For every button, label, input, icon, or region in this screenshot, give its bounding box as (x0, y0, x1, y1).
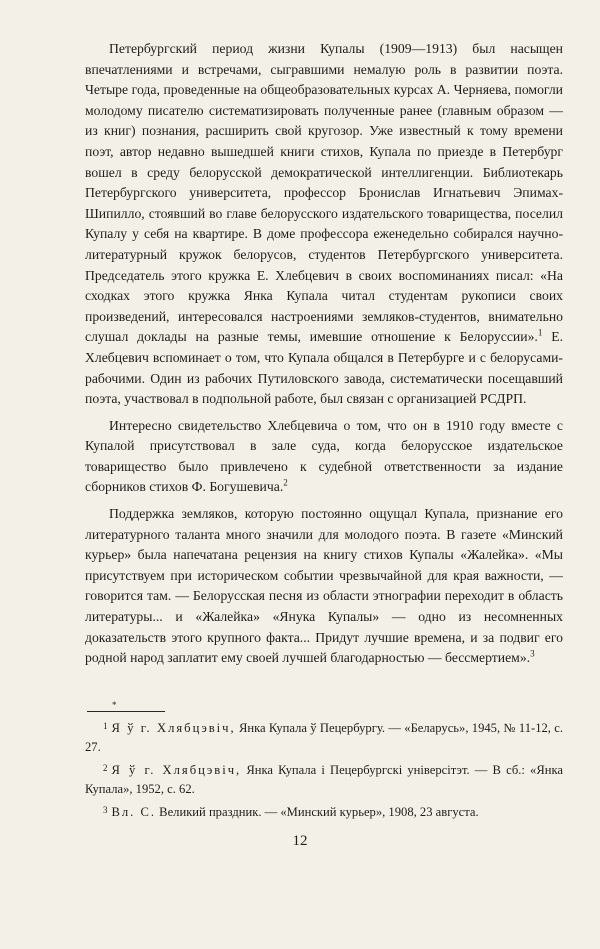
footnote-ref-2: 2 (283, 477, 288, 488)
footnote-ref-3: 3 (530, 648, 535, 659)
paragraph-court-testimony (85, 416, 563, 498)
page-number: 12 (292, 833, 308, 849)
paragraph-text: Петербургский период жизни Купалы (1909—1913) был насыщен впечатлениями и встречами, сыгравшими немалую роль в развитии поэта. Четыре года, проведенные на общеобразовательных курсах А. Черняева, помогли молодому писателю систематизировать полученные ранее (главным образом — из книг) познания, расширить свой кругозор. Уже известный к тому времени поэт, автор недавно вышедшей книги стихов, Купала по приезде в Петербург вошел в среду белорусской демократической интеллигенции. Библиотекарь Петербургского университета, профессор Бронислав Игнатьевич Эпимах-Шипилло, стоявший во главе белорусского издательского товарищества, поселил Купалу у себя на квартире. В доме профессора еженедельно собирался научно-литературный кружок белорусов, студентов Петербургского университета. Председатель этого кружка Е. Хлебцевич в своих воспоминаниях писал: «На сходках этого кружка Янка Купала читал студентам рукописи своих произведений, интересовался настроениями земляков-студентов, внимательно слушал доклады на разные темы, имевшие отношение к Белоруссии». (85, 41, 563, 345)
paragraph-petersburg-period (85, 39, 563, 410)
footnote-author: Вл. С. (111, 805, 157, 819)
footnote-divider (87, 711, 165, 712)
footnote-3 (85, 801, 563, 822)
paragraph-text: Е. Хлебцевич вспоминает о том, что Купала общался в Петербурге и с белорусами-рабочими. Один из рабочих Путиловского завода, систематически посещавший поэта, участвовал в подпольной работе, был связан с организацией РСДРП. (85, 329, 563, 407)
footnote-author: Я ў г. Хлябцэвіч, (111, 721, 236, 735)
body-text (85, 39, 563, 669)
footnote-1 (85, 717, 563, 757)
footnote-number: 1 (103, 721, 108, 731)
footnote-text: Янка Купала і Пецербургскі універсітэт. — В сб.: «Янка Купала», 1952, с. 62. (85, 763, 563, 796)
paragraph-zhaleika-review (85, 504, 563, 669)
footnote-text: Великий праздник. — «Минский курьер», 1908, 23 августа. (156, 805, 479, 819)
footnote-number: 2 (103, 763, 108, 773)
asterisk-mark: * (112, 700, 117, 710)
paragraph-text: Интересно свидетельство Хлебцевича о том, что он в 1910 году вместе с Купалой присутствовал в зале суда, когда белорусское издательское товарищество было привлечено к судебной ответственности за издание сборников стихов Ф. Богушевича. (85, 417, 563, 495)
footnote-2 (85, 759, 563, 799)
footnote-author: Я ў г. Хлябцэвіч, (111, 763, 242, 777)
footnote-text: Янка Купала ў Пецербургу. — «Беларусь», 1945, № 11-12, с. 27. (85, 721, 563, 754)
footnote-number: 3 (103, 805, 108, 815)
paragraph-text: Поддержка земляков, которую постоянно ощущал Купала, признание его литературного таланта много значили для молодого поэта. В газете «Минский курьер» была напечатана рецензия на книгу стихов Купалы «Жалейка». «Мы присутствуем при историческом событии чрезвычайной для края важности, — говорится там. — Белорусская песня из области этнографии переходит в область литературы... и «Жалейка» «Янука Купалы» — одно из несомненных доказательств этого крупного факта... Придут лучшие времена, и за подвиг его родной народ заплатит ему своей лучшей благодарностью — бессмертием». (85, 506, 563, 666)
footnotes (85, 717, 563, 824)
footnote-ref-1: 1 (537, 327, 543, 338)
